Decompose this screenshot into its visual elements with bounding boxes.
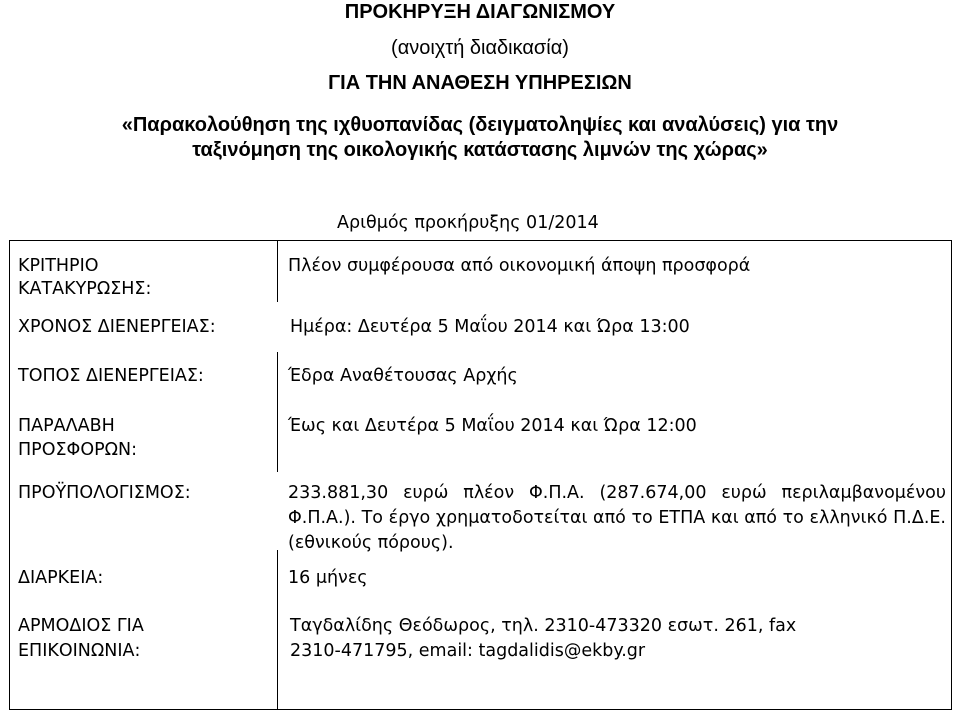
award-criterion-value: Πλέον συμφέρουσα από οικονομική άποψη προσφορά: [288, 256, 751, 276]
subject-line-1: «Παρακολούθηση της ιχθυοπανίδας (δειγματοληψίες και αναλύσεις) για την: [121, 114, 839, 136]
award-criterion-label-line2: ΚΑΤΑΚΥΡΩΣΗΣ:: [18, 279, 152, 299]
subject-line-2: ταξινόμηση της οικολογικής κατάστασης λιμνών της χώρας»: [192, 139, 768, 161]
budget-value: 233.881,30 ευρώ πλέον Φ.Π.Α. (287.674,00 ευρώ περιλαμβανομένου Φ.Π.Α.). Το έργο χρηματοδοτείται από το ΕΤΠΑ και από το ελληνικό Π.Δ.Ε. (εθνικούς πόρους).: [288, 483, 946, 553]
duration-value: 16 μήνες: [288, 568, 368, 588]
conduct-time-label: ΧΡΟΝΟΣ ΔΙΕΝΕΡΓΕΙΑΣ:: [18, 317, 216, 337]
award-criterion-label-line1: ΚΡΙΤΗΡΙΟ: [18, 256, 99, 276]
receipt-label-line1: ΠΑΡΑΛΑΒΗ: [18, 416, 115, 436]
notice-number: Αριθμός προκήρυξης 01/2014: [337, 213, 599, 233]
budget-label: ΠΡΟΫΠΟΛΟΓΙΣΜΟΣ:: [18, 483, 191, 503]
contact-label-line1: ΑΡΜΟΔΙΟΣ ΓΙΑ: [18, 616, 144, 636]
table-divider-bottom: [277, 550, 278, 709]
conduct-place-value: Έδρα Αναθέτουσας Αρχής: [288, 366, 518, 386]
contact-label-line2: ΕΠΙΚΟΙΝΩΝΙΑ:: [18, 641, 141, 661]
receipt-value: Έως και Δευτέρα 5 Μαΐου 2014 και Ώρα 12:00: [288, 416, 697, 436]
conduct-place-label: ΤΟΠΟΣ ΔΙΕΝΕΡΓΕΙΑΣ:: [18, 366, 204, 386]
contact-value-line2: 2310-471795, email: tagdalidis@ekby.gr: [290, 641, 646, 661]
procedure-type: (ανοιχτή διαδικασία): [391, 37, 569, 59]
document-title: ΠΡΟΚΗΡΥΞΗ ΔΙΑΓΩΝΙΣΜΟΥ: [344, 1, 616, 23]
table-divider-top: [277, 240, 278, 302]
duration-label: ΔΙΑΡΚΕΙΑ:: [18, 568, 104, 588]
conduct-time-value: Ημέρα: Δευτέρα 5 Μαΐου 2014 και Ώρα 13:00: [290, 317, 690, 337]
table-divider-middle: [277, 352, 278, 472]
receipt-label-line2: ΠΡΟΣΦΟΡΩΝ:: [18, 440, 138, 460]
contact-value-line1: Ταγδαλίδης Θεόδωρος, τηλ. 2310-473320 εσωτ. 261, fax: [290, 616, 797, 636]
assignment-heading: ΓΙΑ ΤΗΝ ΑΝΑΘΕΣΗ ΥΠΗΡΕΣΙΩΝ: [328, 72, 632, 94]
